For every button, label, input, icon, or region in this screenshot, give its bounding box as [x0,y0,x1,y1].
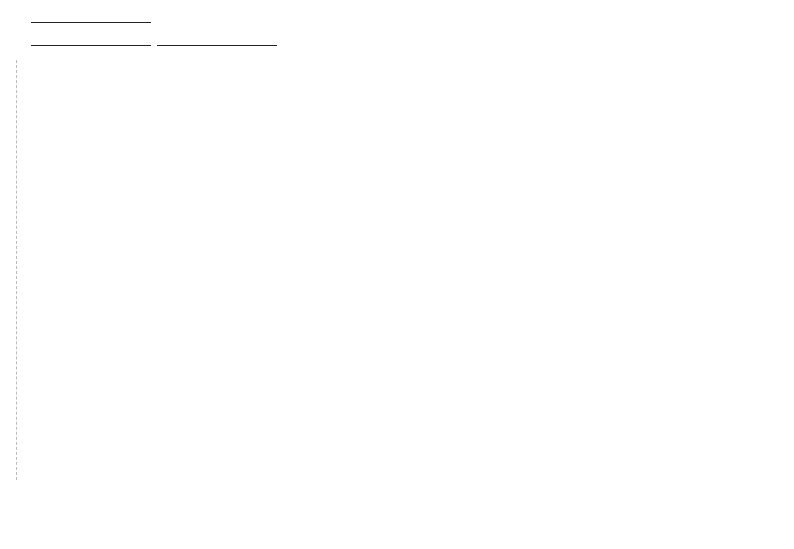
q13-option-a [408,118,772,128]
q12-option [601,76,772,86]
q13-option-b [408,139,772,149]
q12-option [418,56,589,66]
liji-title [28,280,392,291]
liji-passage-1 [28,307,392,349]
section-two-heading [28,72,392,82]
q11-option [38,417,209,427]
passage-line [32,385,392,395]
question-16 [408,435,772,445]
he-note-cont [408,352,772,362]
q12-option [418,45,589,55]
right-page [408,14,772,531]
q12-option [418,66,589,76]
passage-line [32,338,392,348]
passage-line [412,321,772,331]
question-13 [408,108,772,118]
q12-options [408,45,772,87]
poem-line [36,132,392,142]
question-11 [28,406,392,416]
answer-q17-cont [408,487,772,497]
answer-q10 [28,267,392,277]
passage-line [32,317,392,327]
q10-option-a-cont [28,194,392,204]
q11-option [38,427,209,437]
q13-option-c-cont [408,180,772,190]
q16-text [408,446,772,456]
he-note [408,342,772,352]
answer-q17 [408,477,772,487]
poem-body [28,111,392,173]
q13-option-d-cont [408,201,772,211]
binding-margin [6,60,17,480]
q12-option [418,76,589,86]
q13-option-b-cont [408,149,772,159]
q14-part-2 [408,253,772,263]
section-one-heading [28,84,392,94]
he-passage-title [408,298,772,309]
poem-line [36,152,392,162]
passage-line [32,365,392,375]
q12-option [601,66,772,76]
poem-line [36,163,392,173]
answer-q13 [408,222,772,232]
left-page [28,14,392,531]
q11-option [38,437,209,447]
q10-option-d [28,246,392,256]
answer-q14-3 [408,284,772,294]
he-passage [408,311,772,342]
q13-option-d-cont2 [408,211,772,221]
answer-q11 [408,24,772,34]
liji-subtitle-1 [28,294,392,305]
q10-option-b [28,204,392,214]
answer-q14-2 [408,274,772,284]
question-10 [28,173,392,183]
passage-line [32,307,392,317]
answer-q16 [408,456,772,466]
passage-line [412,311,772,321]
question-12 [408,35,772,45]
q15-part-1 [408,373,772,435]
question-3-blanks [28,37,392,49]
dadao-passage [28,365,392,407]
q13-option-b-cont2 [408,159,772,169]
q11-option [221,427,392,437]
q10-option-c-cont [28,235,392,245]
passage-line [32,375,392,385]
answer-q14-1 [408,263,772,273]
liji-subtitle-2 [28,352,392,363]
question-3 [28,26,392,36]
q11-option-d [408,14,772,24]
passage-line [412,331,772,341]
poem-line [36,142,392,152]
q14-part-1 [408,243,772,253]
passage-line [32,328,392,338]
answer-q17-cont2 [408,498,772,508]
question-14 [408,232,772,242]
q13-option-a-cont [408,128,772,138]
answer-q12 [408,87,772,97]
left-page-footer [28,521,392,531]
q10-option-c [28,225,392,235]
q11-option [601,14,772,24]
q12-option [601,45,772,55]
question-15 [408,363,772,373]
q11-option [221,417,392,427]
q13-option-d [408,191,772,201]
poem-line [36,111,392,121]
q10-option-b-cont [28,215,392,225]
right-page-footer [408,521,772,531]
answer-q12-cont [408,97,772,107]
question-17 [408,467,772,477]
poem-title [28,98,392,109]
q11-option [418,14,589,24]
q11-options [28,417,392,448]
passage-line [32,396,392,406]
poem-line [36,121,392,131]
q13-option-c [408,170,772,180]
q10-option-a [28,184,392,194]
answer-top-1 [28,49,392,59]
q10-option-d-cont [28,256,392,266]
answer-top-2 [28,60,392,70]
question-2 [28,14,392,26]
q11-option [221,437,392,447]
q12-option [601,56,772,66]
